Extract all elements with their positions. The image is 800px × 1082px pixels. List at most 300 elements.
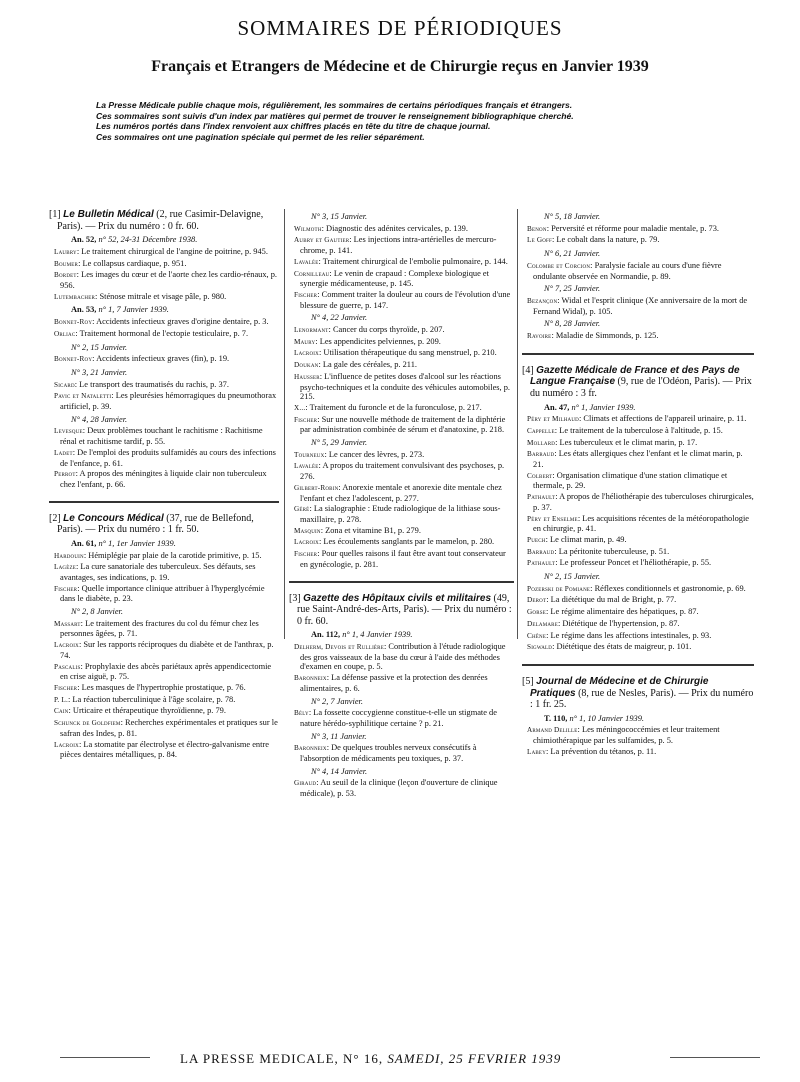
article-author: Gorse (527, 608, 546, 617)
column-divider (284, 209, 285, 639)
page-footer (180, 1051, 700, 1067)
article-author: Pavic et Nataletti (54, 392, 112, 401)
issue-heading (289, 767, 514, 777)
issue-date: N° 4, 28 Janvier. (71, 414, 128, 424)
article-entry (289, 224, 514, 235)
page-subtitle: Français et Etrangers de Médecine et de Chirurgie reçus en Janvier 1939 (151, 58, 649, 75)
article-author: Masquin (294, 526, 321, 535)
article-author: Lacroix (294, 538, 319, 547)
article-author: Baronneix (294, 744, 327, 753)
article-entry (289, 372, 514, 402)
article-author: Colombe et Corcion (527, 261, 591, 270)
issue-date: n° 52, 24-31 Décembre 1938. (98, 235, 198, 245)
article-entry (289, 461, 514, 481)
issue-heading (522, 572, 754, 582)
article-author: Chêne (527, 631, 547, 640)
article-author: Bordet (54, 271, 77, 280)
article-entry (289, 708, 514, 728)
journal-details: (49, rue Saint-André-des-Arts, Paris). — Prix du numéro : 0 fr. 60. (297, 592, 512, 627)
article-entry (522, 449, 754, 469)
article-author: Lavalée (294, 257, 319, 266)
article-entry (49, 706, 279, 717)
issue-date: N° 2, 15 Janvier. (544, 572, 601, 582)
article-entry (522, 631, 754, 642)
article-author: Lenormant (294, 326, 329, 335)
article-title: : A propos des méningites à liquide clair non tuberculeux chez l'enfant, p. 66. (60, 469, 267, 489)
article-entry (49, 640, 279, 660)
article-author: Le Goff (527, 236, 553, 245)
article-author: Lacroix (54, 740, 79, 749)
article-entry (49, 354, 279, 365)
column-3 (522, 209, 754, 759)
issue-heading (289, 732, 514, 742)
article-title: : Diagnostic des adénites cervicales, p. 139. (321, 223, 468, 233)
article-entry (49, 683, 279, 694)
issue-heading (522, 284, 754, 294)
issue-heading (49, 415, 279, 425)
article-title: : Recherches expérimentales et pratiques sur le safran des Indes, p. 81. (60, 718, 278, 738)
journal-heading (289, 593, 514, 628)
article-title: : Prophylaxie des abcès pariétaux après appendicectomie en crise aiguë, p. 75. (60, 661, 272, 682)
article-author: Baronneix (294, 674, 327, 683)
issue-heading (49, 607, 279, 617)
article-author: Géré (294, 505, 310, 514)
article-title: : Le professeur Poncet et l'héliothérapie, p. 55. (555, 558, 712, 568)
article-author: Aubry et Gautier (294, 236, 350, 245)
article-author: Fischer (294, 550, 318, 559)
article-title: : Le traitement de la tuberculose à l'altitude, p. 15. (554, 425, 723, 435)
article-entry (522, 725, 754, 745)
article-entry (522, 438, 754, 449)
article-author: Delamare (527, 619, 558, 628)
journal-heading (522, 676, 754, 711)
article-title: : La diététique du mal de Bright, p. 77. (546, 595, 677, 605)
article-title: : Sur une nouvelle méthode de traitement de la diphtérie par administration combinée de sérum et d'anatoxine, p. 218. (300, 414, 506, 435)
journal-details: (2, rue Casimir-Delavigne, Paris). — Prix du numéro : 0 fr. 60. (57, 209, 264, 232)
issue-date: N° 5, 18 Janvier. (544, 212, 601, 221)
article-title: : Paralysie faciale au cours d'une fièvre ondulante observée en Normandie, p. 89. (533, 260, 722, 281)
issue-volume: An. 47, (544, 402, 570, 412)
issue-heading (289, 697, 514, 707)
issue-date: N° 3, 21 Janvier. (71, 367, 128, 377)
article-title: : Les états allergiques chez l'enfant et le climat marin, p. 21. (533, 449, 743, 470)
article-entry (49, 380, 279, 391)
journal-separator (289, 581, 514, 583)
article-title: : Le transport des traumatisés du rachis, p. 37. (74, 379, 229, 389)
article-entry (522, 514, 754, 534)
article-title: : Les acquisitions récentes de la météoropathologie en chirurgie, p. 41. (533, 513, 749, 534)
article-title: : La prévention du tétanos, p. 11. (546, 746, 657, 756)
journal-title: Le Concours Médical (63, 512, 164, 524)
issue-date: N° 7, 25 Janvier. (544, 284, 601, 294)
article-entry (289, 450, 514, 461)
article-author: Sicard (54, 380, 75, 389)
footer-rule-right (670, 1057, 760, 1058)
article-author: X... (294, 403, 306, 412)
issue-volume: An. 53, (71, 305, 97, 315)
article-entry (289, 269, 514, 289)
article-entry (289, 257, 514, 268)
article-author: Lacroix (54, 641, 79, 650)
article-title: : Urticaire et thérapeutique thyroïdienne, p. 79. (68, 706, 226, 716)
article-title: : Cancer du corps thyroïde, p. 207. (328, 325, 445, 335)
article-title: : Contribution à l'étude radiologique des gros vaisseaux de la base du cœur à l'aide des méthodes d'examen en coupe, p. 5. (300, 641, 506, 672)
article-title: : Organisation climatique d'une station climatique et thermale, p. 29. (533, 470, 728, 491)
article-entry (49, 584, 279, 604)
article-entry (522, 261, 754, 281)
article-title: : Les écoulements sanglants par le mamelon, p. 280. (318, 537, 495, 547)
article-title: : Réflexes conditionnels et gastronomie, p. 69. (590, 583, 746, 593)
article-title: : La péritonite tuberculeuse, p. 51. (554, 546, 670, 556)
article-entry (49, 562, 279, 582)
article-entry (522, 535, 754, 546)
issue-heading (289, 212, 514, 222)
column-divider (517, 209, 518, 639)
journal-separator (522, 664, 754, 666)
article-title: : Hémiplégie par plaie de la carotide primitive, p. 15. (83, 550, 262, 560)
article-title: : De quelques troubles nerveux consécutifs à l'absorption de médicaments peu toxiques, p. 37. (300, 743, 477, 764)
article-entry (522, 471, 754, 491)
journal-index: [2] (49, 512, 61, 524)
issue-date: N° 2, 7 Janvier. (311, 696, 363, 706)
article-entry (289, 673, 514, 693)
issue-date: N° 2, 8 Janvier. (71, 607, 123, 617)
issue-heading (49, 235, 279, 245)
article-author: Gilbert-Robin (294, 483, 339, 492)
footer-number: N° 16, (343, 1051, 384, 1066)
article-author: Sigwald (527, 643, 553, 652)
article-entry (49, 247, 279, 258)
article-entry (49, 551, 279, 562)
issue-date: N° 3, 15 Janvier. (311, 212, 368, 221)
article-author: P. L. (54, 695, 68, 704)
issue-date: N° 6, 21 Janvier. (544, 249, 601, 259)
issue-heading (49, 539, 279, 549)
article-author: Bonnet-Roy (54, 355, 93, 364)
article-author: Ladet (54, 448, 73, 457)
article-entry (522, 547, 754, 558)
article-entry (289, 235, 514, 255)
journal-title: Gazette des Hôpitaux civils et militaires (303, 592, 492, 604)
article-author: Bély (294, 709, 309, 718)
journal-details: (9, rue de l'Odéon, Paris). — Prix du numéro : 3 fr. (530, 376, 752, 399)
article-author: Hardouin (54, 551, 84, 560)
article-author: Lutembacher (54, 292, 96, 301)
article-title: : L'influence de petites doses d'alcool sur les réactions psycho-techniques et la conduite des véhicules automobiles, p. 215. (300, 371, 511, 402)
article-author: Delherm, Devois et Rullière (294, 642, 384, 651)
article-author: Benon (527, 224, 547, 233)
issue-heading (49, 343, 279, 353)
article-title: : Perversité et réforme pour maladie mentale, p. 73. (546, 223, 720, 233)
article-author: Armand Delille (527, 726, 578, 735)
article-entry (49, 292, 279, 303)
article-author: Lavalée (294, 462, 319, 471)
article-entry (522, 584, 754, 595)
article-entry (289, 483, 514, 503)
article-author: Lagèze (54, 563, 76, 572)
issue-heading (522, 403, 754, 413)
article-title: : Le climat marin, p. 49. (545, 534, 627, 544)
article-author: Lacroix (294, 349, 319, 358)
column-1 (49, 209, 279, 761)
issue-heading (522, 714, 754, 724)
footer-rule-left (60, 1057, 150, 1058)
issue-volume: An. 61, (71, 538, 97, 548)
intro-line: Ces sommaires ont une pagination spéciale qui permet de les relier séparément. (96, 131, 425, 142)
issue-date: N° 8, 28 Janvier. (544, 319, 601, 329)
article-title: : Le traitement des fractures du col du fémur chez les personnes âgées, p. 71. (60, 618, 259, 639)
article-entry (522, 224, 754, 235)
intro-line: Les numéros portés dans l'index renvoient aux chiffres placés en tête du titre de chaque journal. (96, 121, 491, 132)
issue-heading (49, 305, 279, 315)
article-entry (49, 259, 279, 270)
article-author: Labey (527, 747, 547, 756)
intro-line: Ces sommaires sont suivis d'un index par matières qui permet de trouver le renseignement bibliographique cherché. (96, 110, 574, 121)
article-entry (289, 642, 514, 672)
article-author: Perrot (54, 470, 76, 479)
article-entry (522, 595, 754, 606)
article-title: : La cure sanatoriale des tuberculeux. Ses défauts, ses avantages, ses indications, p. 19. (60, 562, 256, 582)
article-title: : Accidents infectieux graves (fin), p. 19. (92, 354, 230, 364)
article-entry (289, 549, 514, 569)
article-author: Hausser (294, 372, 320, 381)
issue-date: N° 5, 29 Janvier. (311, 438, 368, 448)
article-title: : Les tuberculeux et le climat marin, p. 17. (555, 437, 698, 447)
issue-date: N° 4, 22 Janvier. (311, 313, 368, 323)
article-entry (49, 469, 279, 489)
issue-heading (49, 368, 279, 378)
article-author: Giraud (294, 779, 317, 788)
journal-details: (37, rue de Bellefond, Paris). — Prix du numéro : 1 fr. 50. (57, 512, 254, 536)
article-title: : Traitement hormonal de l'ectopie testiculaire, p. 7. (75, 328, 249, 338)
article-entry (49, 317, 279, 328)
article-author: Pathault (527, 559, 556, 568)
footer-date: SAMEDI, 25 FEVRIER 1939 (387, 1051, 562, 1066)
article-title: : Les masques de l'hypertrophie prostatique, p. 76. (77, 682, 246, 692)
issue-date: N° 2, 15 Janvier. (71, 342, 128, 352)
article-title: : Traitement du furoncle et de la furonculose, p. 217. (305, 402, 482, 412)
article-title: : Comment traiter la douleur au cours de l'évolution d'une blessure de guerre, p. 147. (300, 289, 511, 310)
article-entry (49, 426, 279, 446)
issue-date: n° 1, Janvier 1939. (571, 402, 636, 412)
article-entry (49, 391, 279, 411)
article-entry (289, 415, 514, 435)
journal-heading (522, 365, 754, 400)
column-2 (289, 209, 514, 800)
article-author: Colbert (527, 471, 553, 480)
article-author: Boumer (54, 259, 79, 268)
article-author: Péry et Enselme (527, 514, 578, 523)
article-title: : Anorexie mentale et anorexie dite mentale chez l'enfant et chez l'adolescent, p. 277. (300, 482, 502, 503)
article-entry (289, 337, 514, 348)
article-title: : Traitement chirurgical de l'embolie pulmonaire, p. 144. (318, 256, 508, 266)
article-author: Tourneux (294, 450, 325, 459)
footer-journal: LA PRESSE MEDICALE, (180, 1051, 339, 1066)
journal-details: (8, rue de Nesles, Paris). — Prix du numéro : 1 fr. 25. (530, 687, 754, 711)
issue-heading (289, 438, 514, 448)
journal-index: [3] (289, 592, 301, 604)
issue-date: n° 1, 10 Janvier 1939. (569, 713, 644, 723)
issue-volume: An. 112, (311, 630, 341, 640)
article-entry (289, 360, 514, 371)
article-entry (522, 642, 754, 653)
article-entry (289, 504, 514, 524)
article-entry (49, 662, 279, 682)
issue-date: n° 1, 7 Janvier 1939. (98, 305, 169, 315)
article-entry (522, 296, 754, 316)
article-author: Fischer (54, 683, 78, 692)
article-author: Laubry (54, 247, 77, 256)
article-title: : De l'emploi des produits sulfamidés au cours des infections de l'enfance, p. 61. (60, 447, 276, 468)
article-title: : Sur les rapports réciproques du diabète et de l'anthrax, p. 74. (60, 640, 274, 660)
article-author: Orliac (54, 329, 76, 338)
article-entry (49, 329, 279, 340)
article-title: : Accidents infectieux graves d'origine dentaire, p. 3. (92, 317, 269, 327)
article-author: Cain (54, 707, 69, 716)
article-title: : La stomatite par électrolyse et électro-galvanisme entre pièces dentaires métalliques, p. 84. (60, 739, 269, 760)
article-author: Bonnet-Roy (54, 318, 93, 327)
article-author: Doukan (294, 361, 319, 370)
article-title: : Le cobalt dans la nature, p. 79. (552, 235, 660, 245)
article-title: : Les images du cœur et de l'aorte chez les cardio-rénaux, p. 956. (60, 270, 278, 290)
article-title: : Widal et l'esprit clinique (Xe anniversaire de la mort de Fernand Widal), p. 105. (533, 295, 748, 316)
article-entry (522, 619, 754, 630)
article-title: : Le cancer des lèvres, p. 273. (324, 449, 425, 459)
article-title: : La réaction tuberculinique à l'âge scolaire, p. 78. (67, 694, 236, 704)
journal-index: [5] (522, 675, 534, 687)
article-title: : Deux problèmes touchant le rachitisme : Rachitisme rénal et rachitisme tardif, p. 55. (60, 426, 263, 447)
article-title: : Les injections intra-artérielles de mercuro-chrome, p. 141. (300, 235, 497, 256)
article-title: : La gale des céréales, p. 211. (318, 360, 417, 370)
issue-date: N° 4, 14 Janvier. (311, 766, 368, 776)
article-title: : Maladie de Simmonds, p. 125. (551, 331, 659, 341)
journal-title: Le Bulletin Médical (63, 209, 154, 220)
journal-title: Gazette Médicale de France et des Pays de Langue Française (530, 364, 740, 388)
article-entry (522, 607, 754, 618)
issue-date: n° 1, 4 Janvier 1939. (342, 630, 413, 640)
intro-line: La Presse Médicale publie chaque mois, régulièrement, les sommaires de certains périodiques français et étrangers. (96, 100, 573, 110)
article-title: : Le venin de crapaud : Complexe biologique et synergie médicamenteuse, p. 145. (300, 268, 489, 289)
article-title: : Au seuil de la clinique (leçon d'ouverture de clinique médicale), p. 53. (300, 778, 498, 799)
article-entry (289, 290, 514, 310)
page-title: SOMMAIRES DE PÉRIODIQUES (237, 16, 563, 40)
article-author: Pozerski de Pomiane (527, 584, 591, 593)
journal-separator (522, 353, 754, 355)
article-entry (49, 718, 279, 738)
article-title: : Zona et vitamine B1, p. 279. (320, 525, 421, 535)
article-entry (289, 348, 514, 359)
article-author: Pascalis (54, 662, 81, 671)
article-author: Barraud (527, 547, 555, 556)
article-title: : Le régime dans les affections intestinales, p. 93. (546, 630, 712, 640)
article-author: Fischer (294, 290, 318, 299)
article-entry (522, 235, 754, 246)
article-entry (522, 747, 754, 758)
article-author: Puech (527, 535, 546, 544)
article-entry (522, 558, 754, 569)
issue-heading (522, 212, 754, 222)
article-entry (49, 619, 279, 639)
article-title: : Les pleurésies hémorragiques du pneumothorax artificiel, p. 39. (60, 391, 277, 412)
article-title: : Le traitement chirurgical de l'angine de poitrine, p. 945. (76, 246, 268, 256)
journal-heading (49, 209, 279, 232)
journal-index: [1] (49, 209, 61, 220)
intro-paragraph (96, 100, 716, 142)
article-author: Péry et Milhaud (527, 415, 579, 424)
article-title: : A propos du traitement convulsivant des psychoses, p. 276. (300, 461, 505, 482)
article-title: : Diététique des états de maigreur, p. 101. (552, 642, 692, 652)
article-entry (289, 526, 514, 537)
article-author: Fischer (54, 584, 78, 593)
article-author: Pathault (527, 493, 556, 502)
article-title: : La sialographie : Etude radiologique de la lithiase sous-maxillaire, p. 278. (300, 504, 501, 524)
article-title: : Le collapsus cardiaque, p. 951. (78, 258, 187, 268)
article-author: Barraud (527, 450, 555, 459)
article-title: : Pour quelles raisons il faut être avant tout conservateur en gynécologie, p. 281. (300, 549, 506, 569)
article-entry (289, 325, 514, 336)
article-entry (289, 537, 514, 548)
article-entry (289, 778, 514, 798)
article-author: Levesque (54, 427, 83, 436)
article-author: Derot (527, 596, 547, 605)
issue-date: N° 3, 11 Janvier. (311, 731, 367, 741)
article-author: Massart (54, 619, 81, 628)
issue-heading (289, 313, 514, 323)
issue-heading (522, 319, 754, 329)
article-author: Fischer (294, 415, 318, 424)
article-title: : Sténose mitrale et visage pâle, p. 980. (95, 291, 227, 301)
article-author: Maury (294, 337, 316, 346)
article-title: : La fossette coccygienne constitue-t-elle un stigmate de nature hérédo-syphilitique certaine ? p. 21. (300, 708, 497, 728)
journal-title: Journal de Médecine et de Chirurgie Pratiques (530, 675, 709, 699)
issue-volume: An. 52, (71, 235, 97, 245)
article-author: Wilmoth (294, 224, 322, 233)
article-entry (522, 492, 754, 512)
issue-volume: T. 110, (544, 713, 568, 723)
article-author: Cappelle (527, 426, 555, 435)
article-author: Cornilleau (294, 269, 330, 278)
article-entry (49, 740, 279, 760)
article-entry (49, 270, 279, 290)
article-title: : Diététique de l'hypertension, p. 87. (557, 618, 680, 628)
article-entry (522, 414, 754, 425)
issue-heading (289, 630, 514, 640)
article-entry (49, 695, 279, 706)
article-entry (289, 743, 514, 763)
issue-date: n° 1, 1er Janvier 1939. (98, 538, 176, 548)
journal-heading (49, 513, 279, 536)
article-entry (522, 331, 754, 342)
article-entry (289, 403, 514, 414)
issue-heading (522, 249, 754, 259)
article-title: : La défense passive et la protection des denrées alimentaires, p. 6. (300, 673, 488, 693)
article-entry (49, 448, 279, 468)
article-title: : Le régime alimentaire des hépatiques, p. 87. (545, 607, 699, 617)
article-title: : Les méningococcémies et leur traitement chimiothérapique par les sulfamides, p. 5. (533, 725, 720, 746)
article-title: : Utilisation thérapeutique du sang menstruel, p. 210. (318, 348, 497, 358)
article-author: Bezançon (527, 296, 558, 305)
article-entry (522, 426, 754, 437)
journal-separator (49, 501, 279, 503)
article-author: Schunck de Goldfiem (54, 719, 121, 728)
article-title: : Climats et affections de l'appareil urinaire, p. 11. (578, 414, 747, 424)
article-title: : Les appendicites pelviennes, p. 209. (315, 336, 441, 346)
article-author: Ravoire (527, 332, 552, 341)
journal-index: [4] (522, 364, 534, 376)
article-title: : A propos de l'héliothérapie des tuberculoses chirurgicales, p. 37. (533, 492, 754, 512)
article-title: : Quelle importance clinique attribuer à l'hyperglycémie dans le diabète, p. 23. (60, 583, 265, 604)
article-author: Mollard (527, 438, 556, 447)
